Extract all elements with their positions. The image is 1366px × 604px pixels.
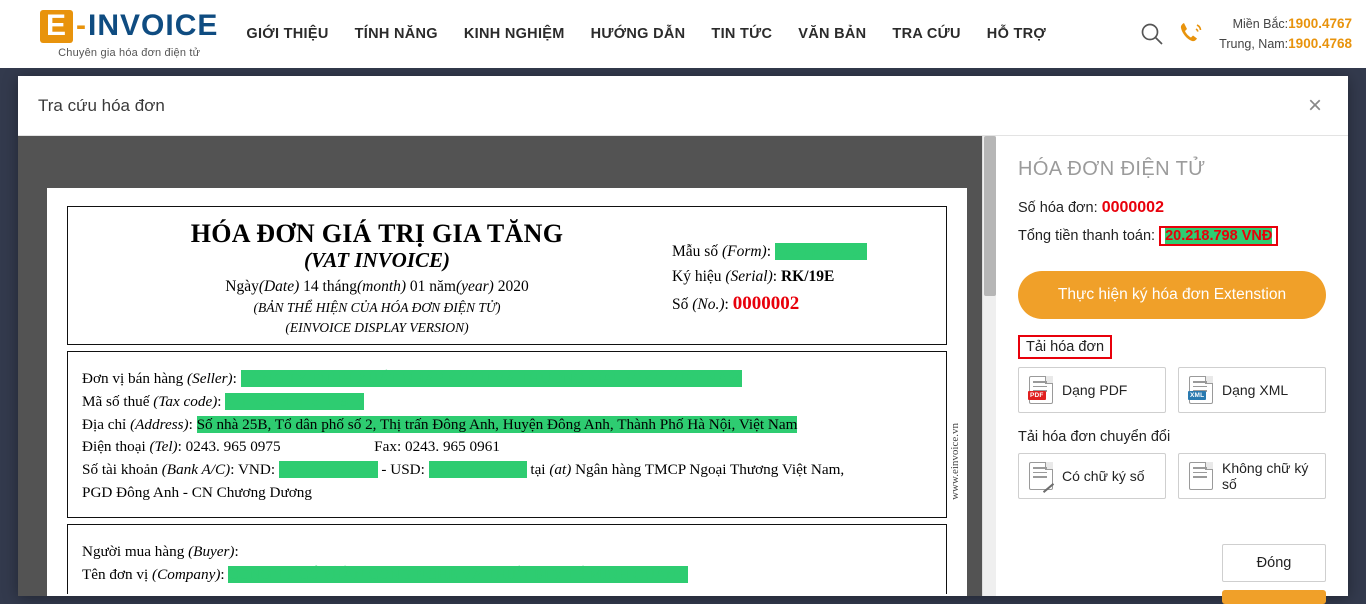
logo-letter-e: E [40, 10, 73, 43]
serial-value: RK/19E [780, 268, 835, 285]
plain-document-icon [1189, 462, 1213, 490]
download-with-signature-button[interactable] [1018, 453, 1166, 499]
menu-item-huong-dan[interactable]: HƯỚNG DẪN [590, 26, 686, 42]
form-value: 01GTKT0/008 [774, 243, 868, 260]
modal-body [18, 136, 1348, 596]
seller-box [67, 351, 947, 518]
modal-header [18, 76, 1348, 136]
display-note-en: (EINVOICE DISPLAY VERSION) [285, 320, 469, 335]
tel-value: 0243. 965 0975 [185, 438, 281, 456]
invoice-document [47, 188, 967, 596]
taxcode-label-en: (Tax code) [153, 392, 218, 410]
modal-title: Tra cứu hóa đơn [38, 95, 165, 115]
hotline-block [1219, 14, 1352, 53]
top-navigation-bar [0, 0, 1366, 68]
header-right-group [1139, 14, 1352, 53]
download-without-signature-button[interactable] [1178, 453, 1326, 499]
number-line: Số (No.): 0000002 [672, 293, 800, 314]
company-line: Tên đơn vị (Company): CÔNG TY CỔ PHẦN CÔNG NGHỆ VÀ THIẾT BỊ Y TẾ MINH QUANG [82, 565, 688, 583]
buyer-block [82, 535, 932, 587]
tel-label: Điện thoại [82, 438, 146, 456]
hotline-north-label: Miền Bắc: [1232, 17, 1289, 32]
display-note-vi: (BẢN THỂ HIỆN CỦA HÓA ĐƠN ĐIỆN TỬ) [253, 300, 501, 315]
buyer-line: Người mua hàng (Buyer): [82, 542, 239, 560]
address-label: Địa chỉ [82, 415, 127, 433]
form-label-en: (Form) [721, 243, 767, 260]
buyer-label-en: (Buyer) [188, 542, 235, 560]
search-icon[interactable] [1139, 21, 1165, 47]
serial-label: Ký hiệu [672, 268, 722, 285]
panel-invoice-number-value: 0000002 [1101, 199, 1164, 216]
year-label: năm [429, 278, 456, 295]
buyer-box [67, 524, 947, 595]
seller-label: Đơn vị bán hàng [82, 370, 184, 387]
menu-item-tinh-nang[interactable]: TÍNH NĂNG [354, 26, 438, 42]
menu-item-tin-tuc[interactable]: TIN TỨC [711, 26, 773, 42]
company-label: Tên đơn vị [82, 565, 149, 583]
with-signature-label: Có chữ ký số [1062, 468, 1145, 484]
invoice-number-value: 0000002 [732, 293, 800, 314]
converted-buttons-group [1018, 453, 1326, 499]
converted-invoice-label: Tải hóa đơn chuyển đổi [1018, 429, 1171, 445]
serial-line: Ký hiệu (Serial): RK/19E [672, 268, 835, 285]
month-label-en: (month) [356, 278, 407, 295]
seller-block [82, 362, 932, 509]
watermark-url: www.einvoice.vn [949, 423, 961, 500]
xml-file-icon [1189, 376, 1213, 404]
invoice-action-panel [996, 136, 1348, 596]
logo-text: INVOICE [88, 9, 219, 42]
menu-item-gioi-thieu[interactable]: GIỚI THIỆU [246, 26, 329, 42]
bank-usd-value: 054137022212? [428, 461, 527, 479]
invoice-date-line [82, 278, 672, 296]
menu-item-ho-tro[interactable]: HỖ TRỢ [986, 26, 1047, 42]
xml-tag-label: XML [1190, 392, 1205, 399]
close-icon[interactable]: × [1307, 91, 1322, 119]
hotline-north [1219, 14, 1352, 34]
company-label-en: (Company) [152, 565, 221, 583]
bank-label-en: (Bank A/C) [161, 461, 231, 479]
address-value: Số nhà 25B, Tổ dân phố số 2, Thị trấn Đông Anh, Huyện Đông Anh, Thành Phố Hà Nội, Việt Nam [196, 415, 798, 433]
panel-total-label: Tổng tiền thanh toán: [1018, 228, 1156, 244]
invoice-subtitle: (VAT INVOICE) [303, 248, 451, 272]
year-label-en: (year) [455, 278, 494, 295]
form-line: Mẫu số (Form): 01GTKT0/008 [672, 243, 868, 260]
panel-invoice-number-row [1018, 199, 1326, 217]
tel-label-en: (Tel) [149, 438, 178, 456]
date-day: 14 [303, 278, 319, 295]
download-xml-button[interactable] [1178, 367, 1326, 413]
orange-action-strip[interactable] [1222, 590, 1326, 604]
bank-branch: PGD Đông Anh - CN Chương Dương [82, 483, 312, 501]
address-line: Địa chỉ (Address): Số nhà 25B, Tổ dân phố số 2, Thị trấn Đông Anh, Huyện Đông Anh, Thành Phố Hà Nội, Việt Nam [82, 415, 798, 433]
taxcode-label: Mã số thuế [82, 392, 150, 410]
no-label-en: (No.) [692, 296, 725, 313]
download-pdf-button[interactable] [1018, 367, 1166, 413]
invoice-preview-viewer[interactable] [18, 136, 996, 596]
download-xml-label: Dạng XML [1222, 382, 1289, 398]
bank-name: Ngân hàng TMCP Ngoại Thương Việt Nam, [575, 461, 845, 479]
preview-scrollbar[interactable] [982, 136, 996, 596]
buyer-label: Người mua hàng [82, 542, 185, 560]
without-signature-label: Không chữ ký số [1222, 460, 1309, 492]
bank-usd-label: - USD: [381, 461, 425, 479]
panel-total-value: 20.218.798 VNĐ [1165, 228, 1273, 244]
company-value: CÔNG TY CỔ PHẦN CÔNG NGHỆ VÀ THIẾT BỊ Y TẾ MINH QUANG [228, 565, 688, 583]
bank-at-label-en: (at) [549, 461, 572, 479]
date-label-en: (Date) [258, 278, 300, 295]
pdf-tag-label: PDF [1030, 392, 1044, 399]
form-label: Mẫu số [672, 243, 719, 260]
bank-vnd-label: VND: [237, 461, 276, 479]
taxcode-value: 0 1 0 6 4 1 6 1 9 3 [225, 392, 364, 410]
seller-value: CÔNG TY TNHH XUẤT NHẬP KHẨU VÀ THƯƠNG MẠI ROKO VIỆT NAM [240, 370, 742, 387]
fax-label: Fax [374, 438, 397, 456]
bank-label: Số tài khoản [82, 461, 158, 479]
close-button[interactable]: Đóng [1222, 544, 1326, 582]
panel-total-row [1018, 226, 1326, 246]
invoice-meta-group [672, 219, 932, 336]
hotline-south-number[interactable]: 1900.4768 [1288, 36, 1352, 51]
scrollbar-thumb[interactable] [984, 136, 996, 296]
panel-title: HÓA ĐƠN ĐIỆN TỬ [1018, 158, 1206, 180]
date-month: 01 [409, 278, 426, 295]
hotline-south-label: Trung, Nam: [1219, 37, 1289, 51]
hotline-north-number[interactable]: 1900.4767 [1288, 16, 1352, 32]
invoice-title: HÓA ĐƠN GIÁ TRỊ GIA TĂNG [190, 219, 564, 248]
logo-tagline: Chuyên gia hóa đơn điện tử [58, 46, 201, 59]
address-label-en: (Address) [130, 415, 189, 433]
tel-fax-line: Điện thoại (Tel): 0243. 965 0975 Fax: 0243. 965 0961 [82, 438, 500, 456]
panel-footer [1222, 544, 1326, 582]
bank-vnd-value: 0541000222066 [278, 461, 378, 479]
invoice-header-box [67, 206, 947, 345]
site-logo[interactable] [40, 10, 218, 59]
download-pdf-label: Dạng PDF [1062, 382, 1128, 398]
invoice-lookup-modal [18, 76, 1348, 596]
month-label: tháng [322, 278, 357, 295]
no-label: Số [672, 296, 689, 313]
phone-icon [1177, 19, 1207, 49]
download-buttons-group [1018, 367, 1326, 413]
hotline-south [1219, 34, 1352, 54]
panel-total-highlight [1159, 226, 1278, 246]
bank-at-label: tại [530, 461, 546, 479]
serial-label-en: (Serial) [725, 268, 773, 285]
signed-document-icon [1029, 462, 1053, 490]
menu-item-van-ban[interactable]: VĂN BẢN [798, 26, 867, 42]
date-year: 2020 [497, 278, 529, 295]
menu-item-tra-cuu[interactable]: TRA CỨU [892, 26, 961, 42]
main-menu [246, 26, 1046, 42]
date-label: Ngày [225, 278, 259, 295]
sign-invoice-button[interactable]: Thực hiện ký hóa đơn Extenstion [1018, 271, 1326, 319]
seller-line: Đơn vị bán hàng (Seller): CÔNG TY TNHH XUẤT NHẬP KHẨU VÀ THƯƠNG MẠI ROKO VIỆT NAM [82, 370, 742, 387]
download-invoice-label: Tải hóa đơn [1018, 335, 1112, 359]
taxcode-line: Mã số thuế (Tax code): 0 1 0 6 4 1 6 1 9 3 [82, 392, 364, 410]
bank-line: Số tài khoản (Bank A/C): VND: 0541000222066 - USD: 054137022212? tại (at) Ngân hàng TMCP Ngoại Thương Việt Nam, [82, 461, 845, 479]
fax-value: 0243. 965 0961 [404, 438, 500, 456]
seller-label-en: (Seller) [187, 370, 233, 387]
logo-wordmark: E - INVOICE [40, 10, 218, 43]
menu-item-kinh-nghiem[interactable]: KINH NGHIỆM [463, 26, 565, 42]
panel-invoice-number-label: Số hóa đơn: [1018, 200, 1098, 216]
pdf-file-icon [1029, 376, 1053, 404]
invoice-title-group [82, 219, 672, 336]
